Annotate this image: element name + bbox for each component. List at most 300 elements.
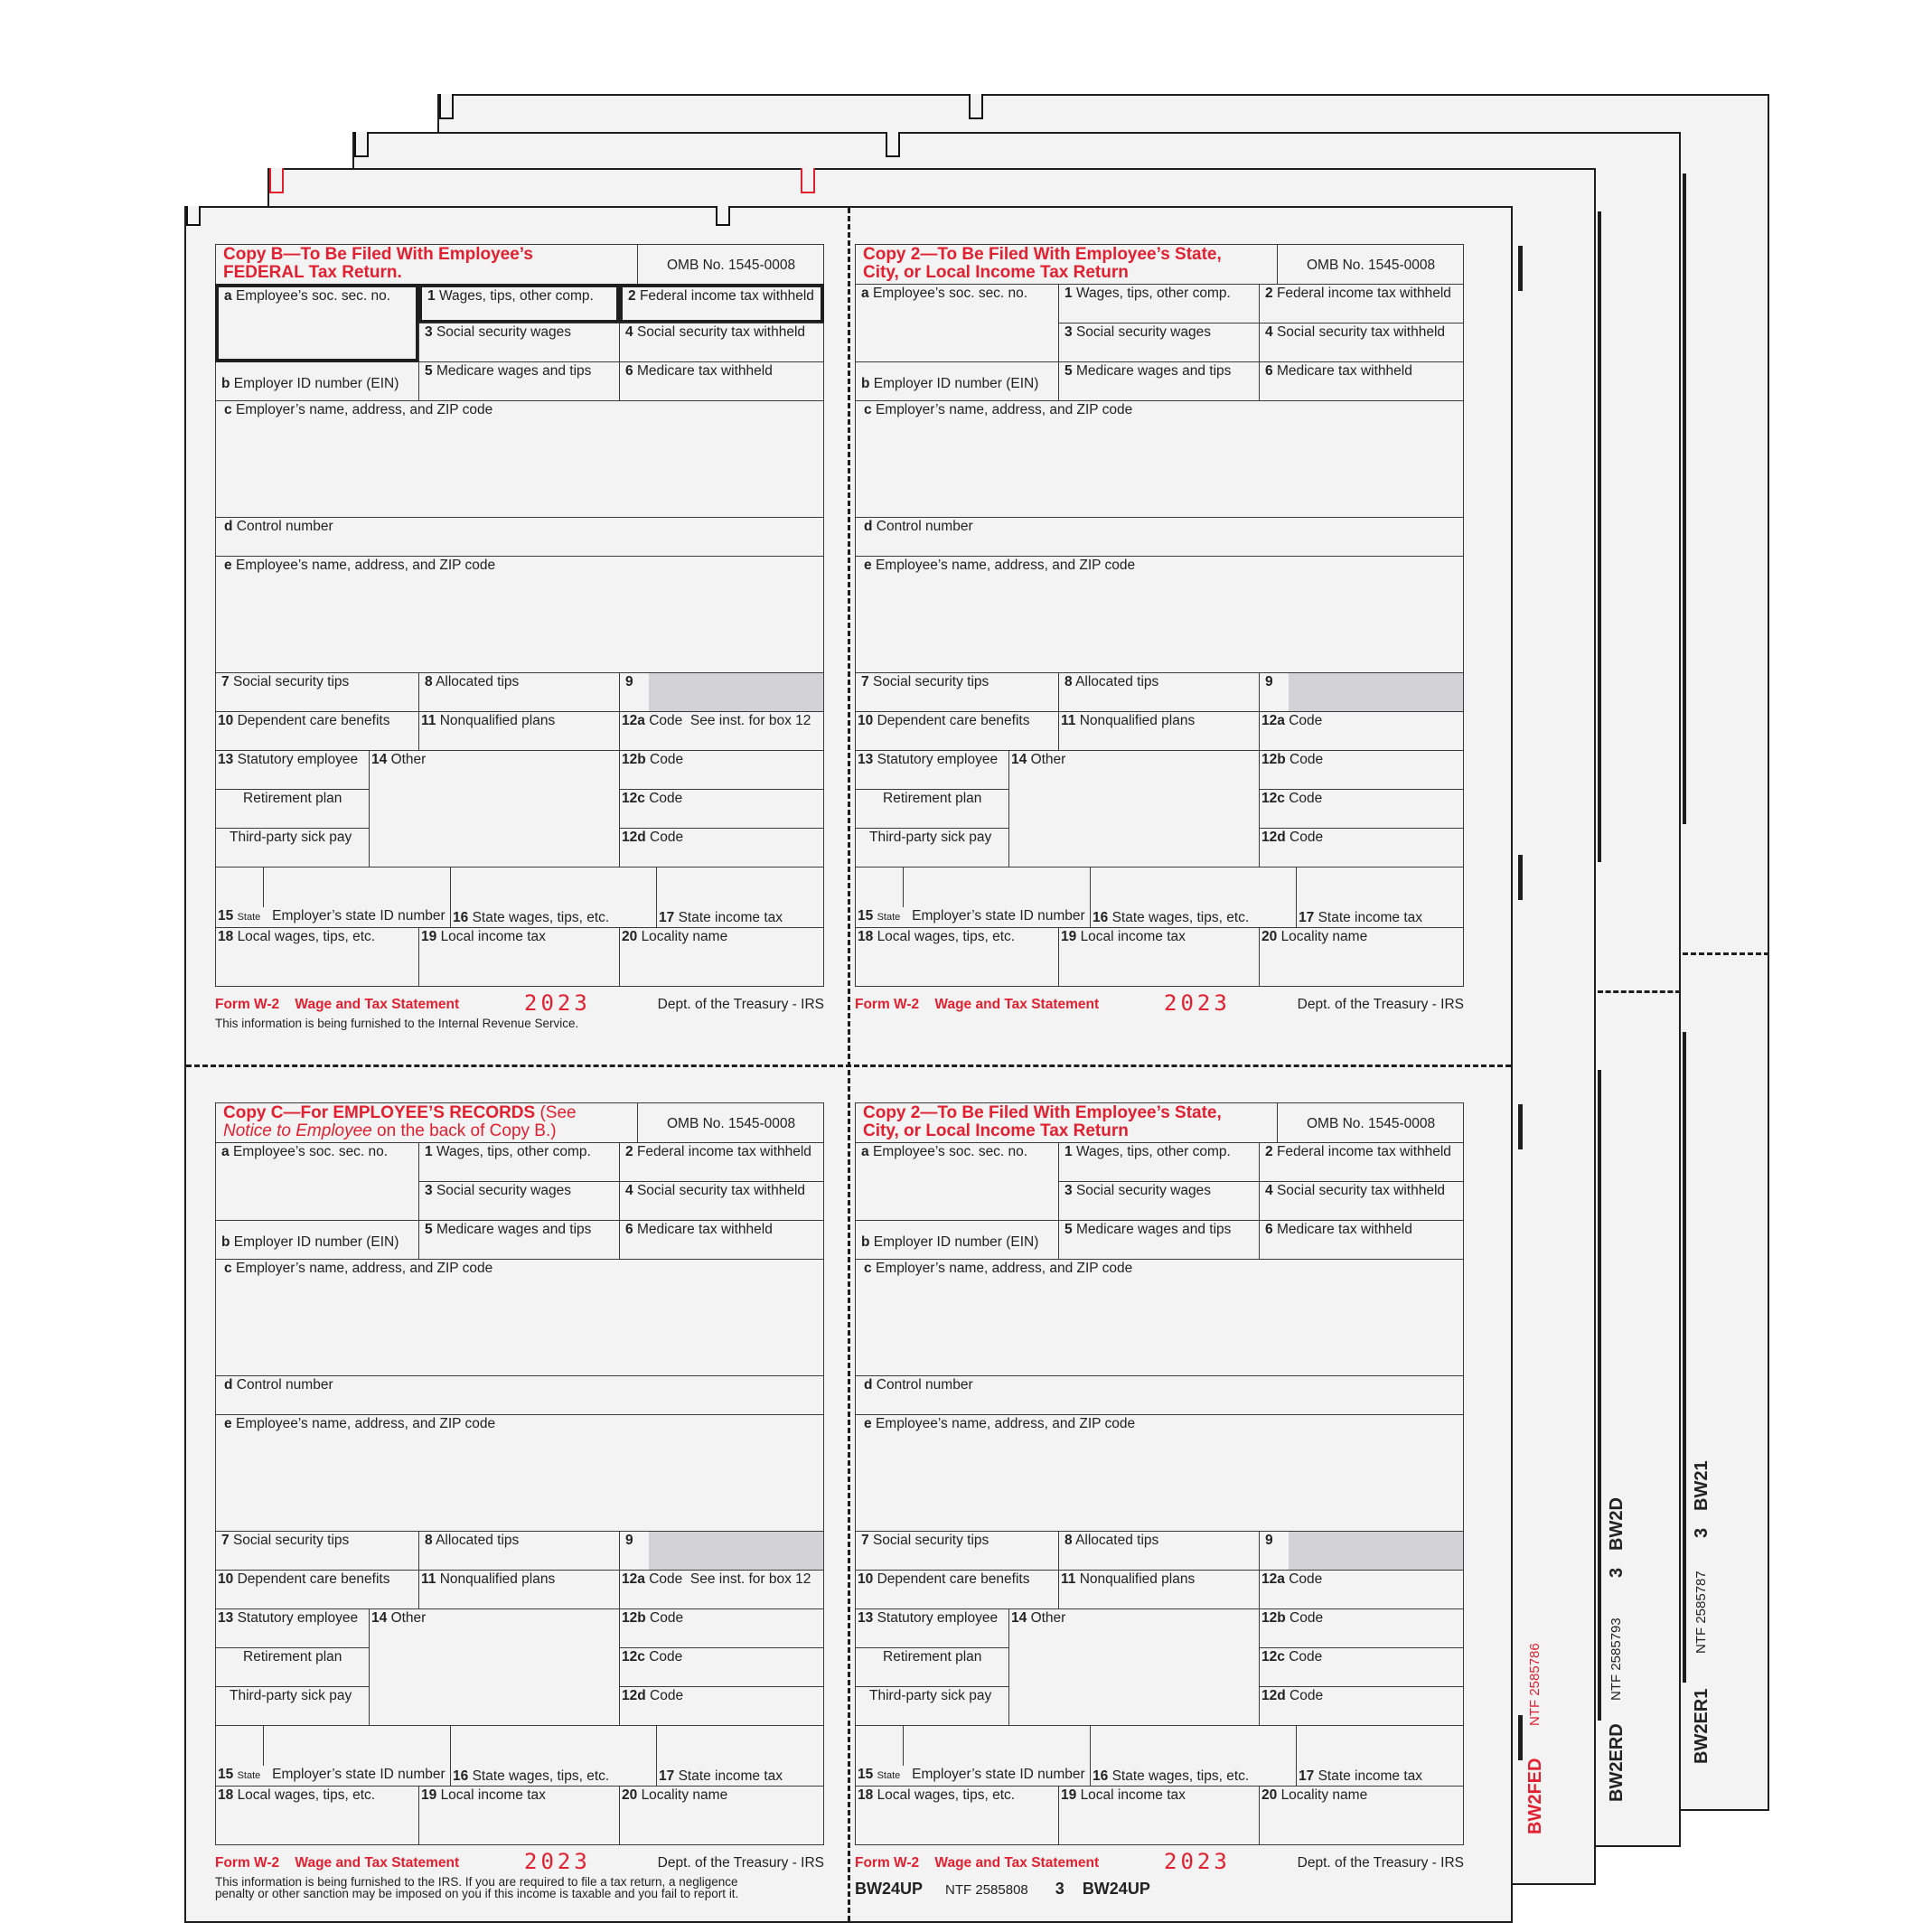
form-text xyxy=(221,1144,388,1159)
dept-treasury: Dept. of the Treasury - IRS xyxy=(1297,997,1464,1012)
form-text: State xyxy=(877,1770,901,1781)
copy-title xyxy=(223,1104,577,1140)
form-text: Notice to Employee xyxy=(223,1121,372,1140)
box-label: Social security tips xyxy=(232,674,350,689)
box-6-medicare-tax[interactable] xyxy=(619,1220,824,1260)
box-label: State wages, tips, etc. xyxy=(472,910,610,925)
box-number: 13 xyxy=(858,1610,874,1626)
box-10-dependent[interactable] xyxy=(215,711,419,751)
box-7-ss-tips[interactable] xyxy=(855,1531,1059,1571)
sheet-2-notch-left xyxy=(269,168,284,193)
sheet-4-edge-line xyxy=(1683,174,1686,824)
box-number: 12c xyxy=(622,791,645,806)
form-text: Code xyxy=(650,1610,684,1626)
box-number: 17 xyxy=(659,910,675,925)
box-number: b xyxy=(221,1234,230,1250)
box-13-retirement[interactable] xyxy=(855,1647,1009,1687)
box-13-sick-pay[interactable] xyxy=(215,1686,370,1726)
box-d-control[interactable] xyxy=(855,1375,1464,1415)
box-16-state-wages[interactable] xyxy=(450,867,657,928)
box-number: 9 xyxy=(625,674,633,689)
box-15-state[interactable] xyxy=(215,1725,451,1787)
form-text xyxy=(1265,1183,1445,1198)
sheet-3-edge-line-lower xyxy=(1598,1070,1601,1721)
box-label: Medicare tax withheld xyxy=(636,1222,773,1237)
box-number: 20 xyxy=(1261,1787,1278,1803)
box-2-fed-tax[interactable] xyxy=(619,284,824,324)
box-12b[interactable] xyxy=(1259,750,1464,790)
form-text xyxy=(263,868,264,907)
box-number: b xyxy=(861,376,870,391)
box-13-sick-pay[interactable] xyxy=(855,1686,1009,1726)
box-label: Locality name xyxy=(641,1787,728,1803)
front-notch-left xyxy=(186,206,201,226)
box-7-ss-tips[interactable] xyxy=(215,1531,419,1571)
box-12a[interactable] xyxy=(619,711,824,751)
box-number: 3 xyxy=(1064,324,1073,340)
box-10-dependent[interactable] xyxy=(215,1570,419,1609)
box-12d[interactable] xyxy=(619,828,824,868)
box-number: 19 xyxy=(1061,1787,1077,1803)
box-1-wages[interactable] xyxy=(418,1142,620,1182)
form-text xyxy=(1064,324,1211,340)
box-number: 13 xyxy=(218,752,234,767)
box-10-dependent[interactable] xyxy=(855,711,1059,751)
box-4-ss-tax[interactable] xyxy=(619,1181,824,1221)
box-18-local-wages[interactable] xyxy=(855,1786,1059,1845)
box-6-medicare-tax[interactable] xyxy=(1259,1220,1464,1260)
box-label: Employee’s name, address, and ZIP code xyxy=(235,558,496,573)
box-20-locality[interactable] xyxy=(619,927,824,987)
sheet-3-count: 3 xyxy=(1607,1567,1627,1578)
box-label: Social security tax withheld xyxy=(636,1183,806,1198)
box-number: 11 xyxy=(1061,1571,1076,1587)
footer-note-2: penalty or other sanction may be imposed on you if this income is taxable and you fail to report it. xyxy=(215,1887,739,1900)
form-text xyxy=(371,1610,426,1626)
box-4-ss-tax[interactable] xyxy=(619,323,824,362)
box-label: Federal income tax withheld xyxy=(639,288,814,304)
box-number: 5 xyxy=(425,1222,433,1237)
box-14-other[interactable] xyxy=(369,750,620,868)
box-19-local-tax[interactable] xyxy=(418,927,620,987)
box-1-wages[interactable] xyxy=(1058,284,1260,324)
box-label: Employer ID number (EIN) xyxy=(873,376,1039,391)
form-text: Wage and Tax Statement xyxy=(295,997,460,1012)
box-4-ss-tax[interactable] xyxy=(1259,323,1464,362)
box-e-employee[interactable] xyxy=(855,1414,1464,1532)
box-17-state-tax[interactable] xyxy=(1296,1725,1464,1787)
footer-note: This information is being furnished to the Internal Revenue Service. xyxy=(215,1017,579,1030)
form-text: FEDERAL Tax Return. xyxy=(223,263,402,282)
box-11-nonqual[interactable] xyxy=(1058,1570,1260,1609)
box-number: 7 xyxy=(221,1533,230,1548)
form-text xyxy=(1265,1533,1273,1548)
box-18-local-wages[interactable] xyxy=(855,927,1059,987)
box-7-ss-tips[interactable] xyxy=(215,672,419,712)
header-title-cell xyxy=(855,1102,1278,1142)
w2-form-copy-b-federal xyxy=(215,244,830,1030)
box-17-state-tax[interactable] xyxy=(656,867,824,928)
form-w2-label xyxy=(215,1855,459,1871)
box-9[interactable] xyxy=(1259,1531,1464,1571)
box-number: 1 xyxy=(427,288,436,304)
box-number: 1 xyxy=(1064,286,1073,301)
box-number: 7 xyxy=(861,674,869,689)
box-11-nonqual[interactable] xyxy=(1058,711,1260,751)
box-c-employer[interactable] xyxy=(855,1259,1464,1376)
box-4-ss-tax[interactable] xyxy=(1259,1181,1464,1221)
form-text: Code xyxy=(649,1649,683,1665)
box-7-ss-tips[interactable] xyxy=(855,672,1059,712)
box-label: Nonqualified plans xyxy=(1079,713,1196,728)
box-c-employer[interactable] xyxy=(215,1259,824,1376)
sheet-3-code: BW2D xyxy=(1607,1497,1627,1551)
box-6-medicare-tax[interactable] xyxy=(619,361,824,401)
form-text xyxy=(453,1768,609,1784)
box-a-ssn[interactable] xyxy=(855,284,1059,362)
box-2-fed-tax[interactable] xyxy=(1259,1142,1464,1182)
form-text xyxy=(218,752,358,767)
box-1-wages[interactable] xyxy=(1058,1142,1260,1182)
box-15-state[interactable] xyxy=(855,867,1091,928)
box-19-local-tax[interactable] xyxy=(1058,1786,1260,1845)
box-11-nonqual[interactable] xyxy=(418,1570,620,1609)
box-number: 12c xyxy=(622,1649,645,1665)
box-6-medicare-tax[interactable] xyxy=(1259,361,1464,401)
box-number: 2 xyxy=(625,1144,633,1159)
box-number: 12d xyxy=(1261,830,1286,845)
form-text xyxy=(218,908,445,925)
box-number: 12d xyxy=(622,1688,646,1703)
box-8-alloc-tips[interactable] xyxy=(1058,1531,1260,1571)
form-text xyxy=(1093,910,1249,925)
box-number: 11 xyxy=(421,1571,436,1587)
box-3-ss-wages[interactable] xyxy=(418,1181,620,1221)
box-number: 12b xyxy=(1261,752,1286,767)
box-label: Other xyxy=(1030,752,1066,767)
box-label: Employer’s name, address, and ZIP code xyxy=(235,402,493,417)
box-16-state-wages[interactable] xyxy=(1090,1725,1297,1787)
box-number: 17 xyxy=(1299,1768,1315,1784)
omb-cell xyxy=(637,1102,824,1142)
box-12d[interactable] xyxy=(1259,828,1464,868)
form-text xyxy=(425,324,571,340)
box-number: 3 xyxy=(425,324,433,340)
form-text: Employer’s state ID number xyxy=(912,1767,1085,1782)
form-text xyxy=(622,1688,683,1703)
form-text xyxy=(1261,1649,1322,1665)
box-d-control[interactable] xyxy=(215,517,824,557)
form-text: State xyxy=(237,912,261,923)
form-text xyxy=(221,376,399,391)
form-text xyxy=(858,908,1085,925)
box-number: BW24UP xyxy=(855,1880,924,1898)
box-number: 8 xyxy=(1064,1533,1073,1548)
box-number: 1 xyxy=(1064,1144,1073,1159)
form-text xyxy=(218,1610,358,1626)
box-number: 18 xyxy=(218,1787,234,1803)
box-b-ein[interactable] xyxy=(855,1220,1059,1260)
box-label: Local wages, tips, etc. xyxy=(237,929,376,944)
box-18-local-wages[interactable] xyxy=(215,927,419,987)
form-text xyxy=(221,1234,399,1250)
box-number: 12c xyxy=(1261,791,1285,806)
box-12c[interactable] xyxy=(1259,1647,1464,1687)
form-text xyxy=(858,713,1029,728)
box-14-other[interactable] xyxy=(1008,1608,1260,1726)
box-label: Other xyxy=(1030,1610,1066,1626)
box-12c[interactable] xyxy=(619,789,824,829)
form-text xyxy=(625,324,805,340)
box-13-sick-pay[interactable] xyxy=(855,828,1009,868)
box-number: c xyxy=(864,402,872,417)
box-c-employer[interactable] xyxy=(215,400,824,518)
box-15-state[interactable] xyxy=(855,1725,1091,1787)
box-17-state-tax[interactable] xyxy=(656,1725,824,1787)
form-text xyxy=(421,1571,555,1587)
box-20-locality[interactable] xyxy=(1259,1786,1464,1845)
box-label: Allocated tips xyxy=(436,674,520,689)
box-9-shade xyxy=(649,1532,823,1570)
form-text: Code xyxy=(650,1688,684,1703)
box-19-local-tax[interactable] xyxy=(418,1786,620,1845)
box-13-retirement[interactable] xyxy=(855,789,1009,829)
form-text xyxy=(1261,1571,1327,1587)
form-text: Retirement plan xyxy=(883,1649,982,1665)
box-label: Allocated tips xyxy=(1075,674,1159,689)
box-b-ein[interactable] xyxy=(215,1220,419,1260)
box-number: 18 xyxy=(858,1787,874,1803)
box-label: Local wages, tips, etc. xyxy=(877,1787,1016,1803)
box-12d[interactable] xyxy=(1259,1686,1464,1726)
form-text xyxy=(625,674,633,689)
form-text: Retirement plan xyxy=(243,791,342,806)
form-text xyxy=(1064,286,1231,301)
form-w2-label xyxy=(215,997,459,1013)
box-13-sick-pay[interactable] xyxy=(215,828,370,868)
box-number: e xyxy=(864,558,872,573)
box-5-medicare-wages[interactable] xyxy=(1058,361,1260,401)
form-text xyxy=(1299,910,1422,925)
box-12a[interactable] xyxy=(619,1570,824,1609)
box-number: 5 xyxy=(1064,363,1073,379)
box-a-ssn[interactable] xyxy=(215,284,419,362)
box-number: 20 xyxy=(622,929,638,944)
box-14-other[interactable] xyxy=(1008,750,1260,868)
omb-cell xyxy=(637,244,824,284)
box-number: a xyxy=(861,1144,869,1159)
form-w2-label xyxy=(855,1855,1099,1871)
box-label: Medicare tax withheld xyxy=(1276,1222,1412,1237)
box-9[interactable] xyxy=(619,672,824,712)
w2-form-copy-2-state-top xyxy=(855,244,1469,1016)
form-text xyxy=(858,929,1015,944)
box-9[interactable] xyxy=(1259,672,1464,712)
box-label: Local income tax xyxy=(1080,1787,1186,1803)
box-8-alloc-tips[interactable] xyxy=(418,1531,620,1571)
w2-form-copy-2-state-bottom xyxy=(855,1102,1469,1898)
form-text xyxy=(1061,1787,1186,1803)
box-number: 12b xyxy=(622,752,646,767)
box-number: 20 xyxy=(622,1787,638,1803)
sheet-3-code-top: BW2ERD xyxy=(1607,1723,1627,1802)
box-number: 2 xyxy=(628,288,636,304)
box-e-employee[interactable] xyxy=(215,1414,824,1532)
form-text xyxy=(1011,1610,1065,1626)
box-label: Dependent care benefits xyxy=(237,1571,390,1587)
box-c-employer[interactable] xyxy=(855,400,1464,518)
box-13-statutory[interactable] xyxy=(855,1608,1009,1648)
sheet-3-edge-line xyxy=(1598,211,1601,862)
box-2-fed-tax[interactable] xyxy=(619,1142,824,1182)
box-20-locality[interactable] xyxy=(619,1786,824,1845)
form-text: Copy 2—To Be Filed With Employee’s State, xyxy=(863,1103,1222,1122)
box-12c[interactable] xyxy=(1259,789,1464,829)
box-number: 9 xyxy=(625,1533,633,1548)
form-text: Wage and Tax Statement xyxy=(934,997,1100,1012)
box-b-ein[interactable] xyxy=(215,361,419,401)
box-number: 17 xyxy=(1299,910,1315,925)
box-number: 18 xyxy=(218,929,234,944)
form-text: Third-party sick pay xyxy=(869,1688,992,1703)
box-e-employee[interactable] xyxy=(215,556,824,673)
box-d-control[interactable] xyxy=(855,517,1464,557)
box-18-local-wages[interactable] xyxy=(215,1786,419,1845)
box-number: d xyxy=(864,519,873,534)
form-text: Code xyxy=(1290,752,1324,767)
box-16-state-wages[interactable] xyxy=(1090,867,1297,928)
box-number: 20 xyxy=(1261,929,1278,944)
box-a-ssn[interactable] xyxy=(215,1142,419,1221)
box-15-state[interactable] xyxy=(215,867,451,928)
box-3-ss-wages[interactable] xyxy=(1058,1181,1260,1221)
box-label: Other xyxy=(390,752,427,767)
form-text xyxy=(622,1649,682,1665)
box-number: 7 xyxy=(861,1533,869,1548)
form-text xyxy=(263,1726,264,1766)
box-19-local-tax[interactable] xyxy=(1058,927,1260,987)
box-number: 13 xyxy=(858,752,874,767)
box-number: 15 xyxy=(858,908,874,924)
box-number: 16 xyxy=(1093,1768,1109,1784)
box-label: Federal income tax withheld xyxy=(636,1144,811,1159)
box-9[interactable] xyxy=(619,1531,824,1571)
box-16-state-wages[interactable] xyxy=(450,1725,657,1787)
box-3-ss-wages[interactable] xyxy=(418,323,620,362)
box-5-medicare-wages[interactable] xyxy=(1058,1220,1260,1260)
box-12a[interactable] xyxy=(1259,711,1464,751)
form-text xyxy=(421,713,555,728)
box-e-employee[interactable] xyxy=(855,556,1464,673)
box-number: 4 xyxy=(1265,324,1273,340)
box-a-ssn[interactable] xyxy=(855,1142,1059,1221)
box-13-statutory[interactable] xyxy=(855,750,1009,790)
form-text xyxy=(1265,674,1273,689)
box-number: 4 xyxy=(625,1183,633,1198)
box-label: Federal income tax withheld xyxy=(1276,286,1451,301)
box-8-alloc-tips[interactable] xyxy=(1058,672,1260,712)
omb-cell xyxy=(1277,244,1464,284)
box-label: Local wages, tips, etc. xyxy=(237,1787,376,1803)
box-8-alloc-tips[interactable] xyxy=(418,672,620,712)
sheet-3-ntf: NTF 2585793 xyxy=(1608,1618,1624,1701)
form-text: Form W-2 xyxy=(855,997,920,1012)
form-text xyxy=(625,363,773,379)
box-d-control[interactable] xyxy=(215,1375,824,1415)
box-17-state-tax[interactable] xyxy=(1296,867,1464,928)
omb-number: OMB No. 1545-0008 xyxy=(667,258,796,273)
box-number: 12b xyxy=(1261,1610,1286,1626)
box-12b[interactable] xyxy=(619,1608,824,1648)
sheet-2-edge-line xyxy=(1518,246,1523,291)
box-label: Wages, tips, other comp. xyxy=(1075,286,1231,301)
form-text xyxy=(625,1533,633,1548)
box-label: State wages, tips, etc. xyxy=(472,1768,610,1784)
dept-treasury: Dept. of the Treasury - IRS xyxy=(657,1855,824,1871)
box-label: Statutory employee xyxy=(237,1610,359,1626)
box-number: 16 xyxy=(453,1768,469,1784)
form-text xyxy=(628,288,814,304)
form-text xyxy=(1265,363,1412,379)
box-12b[interactable] xyxy=(1259,1608,1464,1648)
box-number: 8 xyxy=(1064,674,1073,689)
box-1-wages[interactable] xyxy=(418,284,620,324)
box-2-fed-tax[interactable] xyxy=(1259,284,1464,324)
box-number: 4 xyxy=(1265,1183,1273,1198)
box-12c[interactable] xyxy=(619,1647,824,1687)
form-text: Third-party sick pay xyxy=(230,830,352,845)
form-text: See inst. for box 12 xyxy=(689,1571,811,1587)
box-11-nonqual[interactable] xyxy=(418,711,620,751)
form-text xyxy=(861,376,1038,391)
form-text xyxy=(371,752,426,767)
box-13-retirement[interactable] xyxy=(215,789,370,829)
box-13-statutory[interactable] xyxy=(215,1608,370,1648)
box-number: 17 xyxy=(659,1768,675,1784)
form-text xyxy=(858,752,998,767)
sheet-2-code-top: BW2FED xyxy=(1525,1758,1545,1834)
box-10-dependent[interactable] xyxy=(855,1570,1059,1609)
form-text xyxy=(1064,1183,1211,1198)
sheet-4-edge-line-lower xyxy=(1683,1032,1686,1683)
form-text xyxy=(224,1261,492,1276)
box-label: Dependent care benefits xyxy=(877,713,1030,728)
box-number: 2 xyxy=(1265,286,1273,301)
box-5-medicare-wages[interactable] xyxy=(418,361,620,401)
box-13-statutory[interactable] xyxy=(215,750,370,790)
box-12b[interactable] xyxy=(619,750,824,790)
box-12d[interactable] xyxy=(619,1686,824,1726)
sheet-4-notch-mid xyxy=(969,94,983,119)
box-3-ss-wages[interactable] xyxy=(1058,323,1260,362)
box-label: Employee’s soc. sec. no. xyxy=(872,286,1028,301)
copy-title xyxy=(863,1104,1222,1140)
box-5-medicare-wages[interactable] xyxy=(418,1220,620,1260)
form-text xyxy=(864,519,973,534)
box-b-ein[interactable] xyxy=(855,361,1059,401)
box-label: Employer’s name, address, and ZIP code xyxy=(875,1261,1133,1276)
form-text xyxy=(625,1222,773,1237)
box-20-locality[interactable] xyxy=(1259,927,1464,987)
form-text xyxy=(858,1610,998,1626)
box-12a[interactable] xyxy=(1259,1570,1464,1609)
box-label: State income tax xyxy=(678,1768,783,1784)
box-13-retirement[interactable] xyxy=(215,1647,370,1687)
form-text xyxy=(218,1787,375,1803)
box-14-other[interactable] xyxy=(369,1608,620,1726)
box-label: Nonqualified plans xyxy=(439,1571,556,1587)
box-label: Control number xyxy=(876,1377,973,1393)
